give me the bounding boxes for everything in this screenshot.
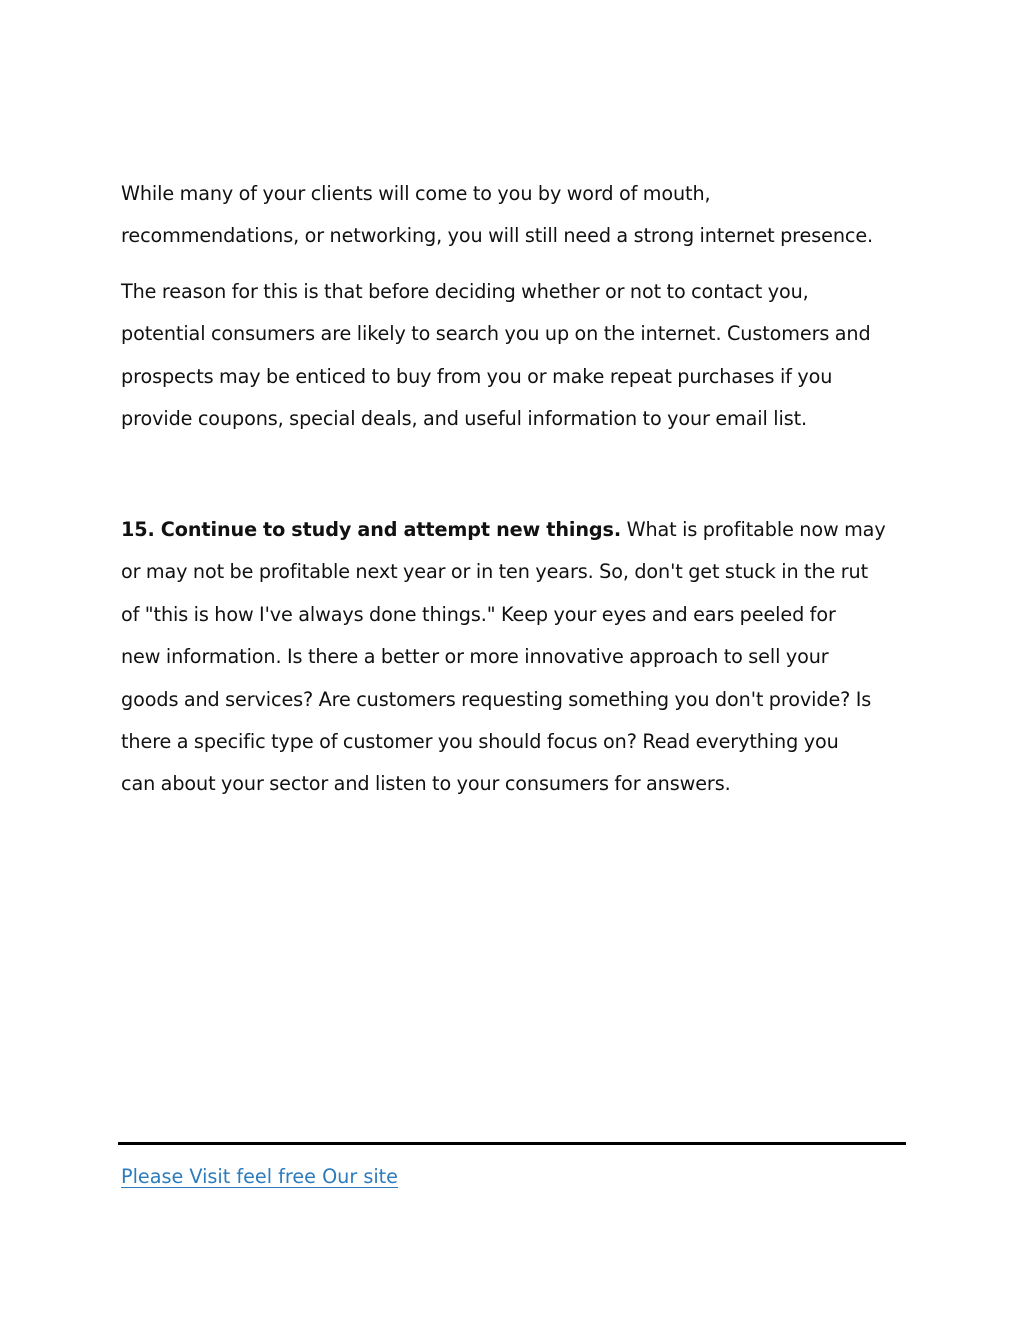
paragraph-line: can about your sector and listen to your consumers for answers. xyxy=(121,772,731,796)
paragraph-line: recommendations, or networking, you will still need a strong internet presence. xyxy=(121,224,874,248)
paragraph-line: potential consumers are likely to search you up on the internet. Customers and xyxy=(121,322,871,346)
section-heading: 15. Continue to study and attempt new things. xyxy=(121,518,622,541)
paragraph-line: of "this is how I've always done things." Keep your eyes and ears peeled for xyxy=(121,602,836,626)
paragraph-line: or may not be profitable next year or in ten years. So, don't get stuck in the rut xyxy=(121,560,869,584)
paragraph-line: While many of your clients will come to you by word of mouth, xyxy=(121,182,711,205)
paragraph-search-reason xyxy=(121,271,911,441)
visit-site-link[interactable]: Please Visit feel free Our site xyxy=(121,1165,398,1188)
section-first-line xyxy=(121,509,911,551)
section-15-continue-to-study xyxy=(121,509,911,806)
paragraph-line: there a specific type of customer you should focus on? Read everything you xyxy=(121,730,839,754)
paragraph-online-presence xyxy=(121,173,911,258)
paragraph-line: The reason for this is that before deciding whether or not to contact you, xyxy=(121,280,809,303)
footer-divider xyxy=(118,1142,906,1145)
section-first-line-text: What is profitable now may xyxy=(621,518,886,541)
paragraph-line: goods and services? Are customers requesting something you don't provide? Is xyxy=(121,687,872,711)
paragraph-line: new information. Is there a better or more innovative approach to sell your xyxy=(121,645,829,669)
paragraph-line: provide coupons, special deals, and useful information to your email list. xyxy=(121,407,808,431)
paragraph-line: prospects may be enticed to buy from you or make repeat purchases if you xyxy=(121,364,833,388)
